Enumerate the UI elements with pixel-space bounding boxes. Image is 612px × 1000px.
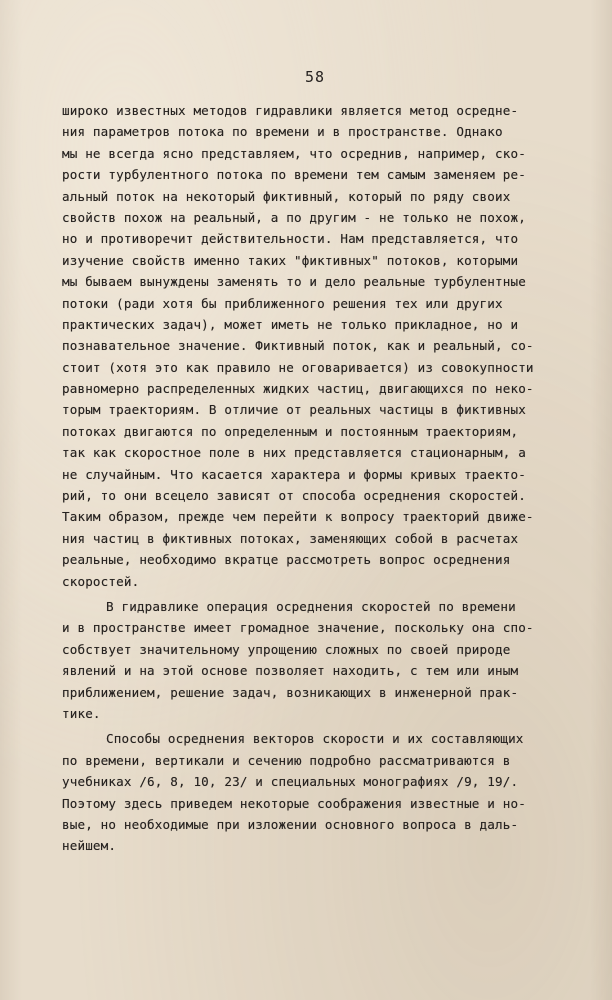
text-line: мы бываем вынуждены заменять то и дело реальные турбулентные bbox=[62, 274, 526, 290]
paragraph-1 bbox=[62, 100, 582, 592]
text-line: познавательное значение. Фиктивный поток, как и реальный, со- bbox=[62, 338, 534, 354]
text-line: широко известных методов гидравлики является метод осредне- bbox=[62, 103, 519, 118]
text-line: торым траекториям. В отличие от реальных частицы в фиктивных bbox=[62, 402, 526, 418]
text-line: рости турбулентного потока по времени тем самым заменяем ре- bbox=[62, 167, 526, 183]
text-line: Поэтому здесь приведем некоторые соображения известные и но- bbox=[62, 795, 526, 811]
text-line: практических задач), может иметь не только прикладное, но и bbox=[62, 316, 519, 332]
text-line: свойств похож на реальный, а по другим - не только не похож, bbox=[62, 209, 526, 225]
body-text bbox=[62, 100, 582, 857]
text-line: стоит (хотя это как правило не оговаривается) из совокупности bbox=[62, 359, 534, 375]
page-number: 58 bbox=[304, 68, 326, 86]
text-line: реальные, необходимо вкратце рассмотреть вопрос осреднения bbox=[62, 552, 511, 568]
text-line: по времени, вертикали и сечению подробно рассматриваются в bbox=[62, 752, 511, 768]
text-line: так как скоростное поле в них представляется стационарным, а bbox=[62, 445, 526, 461]
paragraph-2 bbox=[62, 596, 582, 724]
text-line: собствует значительному упрощению сложных по своей природе bbox=[62, 641, 511, 657]
text-line: вые, но необходимые при изложении основного вопроса в даль- bbox=[62, 816, 519, 832]
text-line: равномерно распределенных жидких частиц, двигающихся по неко- bbox=[62, 381, 534, 397]
text-line: нейшем. bbox=[62, 838, 117, 854]
text-line: альный поток на некоторый фиктивный, который по ряду своих bbox=[62, 188, 511, 204]
text-line: Способы осреднения векторов скорости и их составляющих bbox=[106, 731, 524, 747]
text-line: В гидравлике операция осреднения скоростей по времени bbox=[106, 598, 516, 614]
text-line: учебниках /6, 8, 10, 23/ и специальных монографиях /9, 19/. bbox=[62, 774, 519, 790]
text-line: изучение свойств именно таких "фиктивных" потоков, которыми bbox=[62, 252, 519, 268]
text-line: потоках двигаются по определенным и постоянным траекториям, bbox=[62, 423, 519, 439]
text-line: но и противоречит действительности. Нам представляется, что bbox=[62, 231, 519, 247]
text-line: и в пространстве имеет громадное значение, поскольку она спо- bbox=[62, 620, 534, 636]
text-line: тике. bbox=[62, 705, 101, 721]
text-line: ния частиц в фиктивных потоках, заменяющих собой в расчетах bbox=[62, 530, 519, 546]
text-line: потоки (ради хотя бы приближенного решения тех или других bbox=[62, 295, 503, 311]
text-line: мы не всегда ясно представляем, что осреднив, например, ско- bbox=[62, 145, 526, 161]
text-line: скоростей. bbox=[62, 573, 140, 589]
paragraph-3 bbox=[62, 728, 582, 856]
text-line: ния параметров потока по времени и в пространстве. Однако bbox=[62, 124, 503, 140]
text-line: явлений и на этой основе позволяет находить, с тем или иным bbox=[62, 663, 519, 679]
text-line: приближением, решение задач, возникающих в инженерной прак- bbox=[62, 684, 519, 700]
text-line: рий, то они всецело зависят от способа осреднения скоростей. bbox=[62, 488, 526, 504]
text-line: Таким образом, прежде чем перейти к вопросу траекторий движе- bbox=[62, 509, 534, 525]
text-line: не случайным. Что касается характера и формы кривых траекто- bbox=[62, 466, 526, 482]
